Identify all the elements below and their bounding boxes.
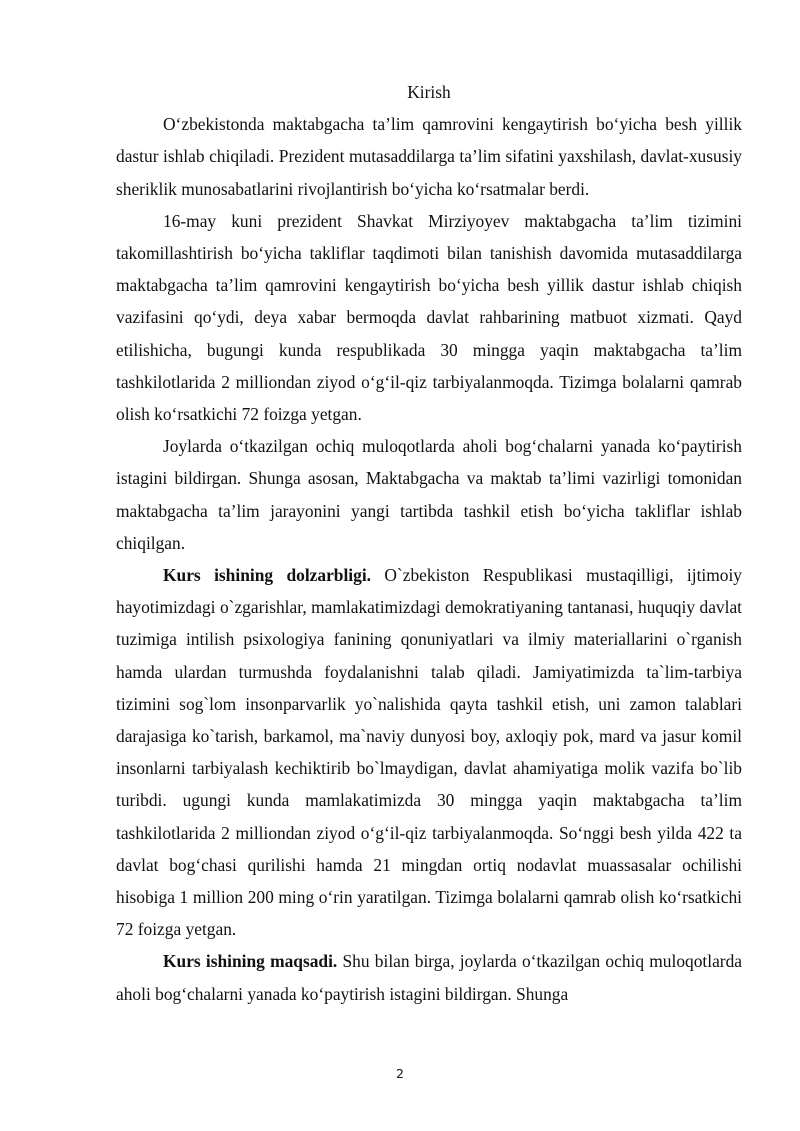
section-title: Kirish bbox=[407, 82, 451, 102]
paragraph-text: Joylarda o‘tkazilgan ochiq muloqotlarda aholi bog‘chalarni yanada ko‘paytirish istagini bildirgan. Shunga asosan, Maktabgacha va maktab ta’limi vazirligi tomonidan maktabgacha ta’lim jarayonini yangi tartibda tashkil etish bo‘yicha takliflar ishlab chiqilgan. bbox=[116, 436, 742, 553]
paragraph-relevance bbox=[116, 559, 742, 945]
paragraph-text: Shu bilan birga, joylarda o‘tkazilgan ochiq muloqotlarda aholi bog‘chalarni yanada ko‘paytirish istagini bildirgan. Shunga bbox=[116, 951, 742, 1004]
page-content bbox=[116, 76, 742, 1010]
paragraph-text: O`zbekiston Respublikasi mustaqilligi, ijtimoiy hayotimizdagi o`zgarishlar, mamlakatimizdagi demokratiyaning tantanasi, huquqiy davlat tuzimiga intilish psixologiya fanining qonuniyatlari va ilmiy materiallarini o`rganish hamda ulardan turmushda foydalanishni talab qiladi. Jamiyatimizda ta`lim-tarbiya tizimini sog`lom insonparvarlik yo`nalishida qayta tashkil etish, uni zamon talablari darajasiga ko`tarish, barkamol, ma`naviy dunyosi boy, axloqiy pok, mard va jasur komil insonlarni tarbiyalash kechiktirib bo`lmaydigan, davlat ahamiyatiga molik vazifa bo`lib turibdi. ugungi kunda mamlakatimizda 30 mingga yaqin maktabgacha ta’lim tashkilotlarida 2 milliondan ziyod o‘g‘il-qiz tarbiyalanmoqda. So‘nggi besh yilda 422 ta davlat bog‘chasi qurilishi hamda 21 mingdan ortiq nodavlat muassasalar ochilishi hisobiga 1 million 200 ming o‘rin yaratilgan. Tizimga bolalarni qamrab olish ko‘rsatkichi 72 foizga yetgan. bbox=[116, 565, 742, 940]
paragraph-1 bbox=[116, 108, 742, 205]
paragraph-text: O‘zbekistonda maktabgacha ta’lim qamrovini kengaytirish bo‘yicha besh yillik dastur ishlab chiqiladi. Prezident mutasaddilarga ta’lim sifatini yaxshilash, davlat-xususiy sheriklik munosabatlarini rivojlantirish bo‘yicha ko‘rsatmalar berdi. bbox=[116, 114, 742, 199]
paragraph-3 bbox=[116, 430, 742, 559]
page-number: 2 bbox=[396, 1066, 404, 1081]
paragraph-text: 16-may kuni prezident Shavkat Mirziyoyev maktabgacha ta’lim tizimini takomillashtirish bo‘yicha takliflar taqdimoti bilan tanishish davomida mutasaddilarga maktabgacha ta’lim qamrovini kengaytirish bo‘yicha besh yillik dastur ishlab chiqish vazifasini qo‘ydi, deya xabar bermoqda davlat rahbarining matbuot xizmati. Qayd etilishicha, bugungi kunda respublikada 30 mingga yaqin maktabgacha ta’lim tashkilotlarida 2 milliondan ziyod o‘g‘il-qiz tarbiyalanmoqda. Tizimga bolalarni qamrab olish ko‘rsatkichi 72 foizga yetgan. bbox=[116, 210, 742, 425]
paragraph-heading: Kurs ishining dolzarbligi. bbox=[163, 565, 372, 586]
paragraph-2 bbox=[116, 205, 742, 430]
paragraph-goal bbox=[116, 945, 742, 1009]
paragraph-heading: Kurs ishining maqsadi. bbox=[163, 951, 338, 972]
